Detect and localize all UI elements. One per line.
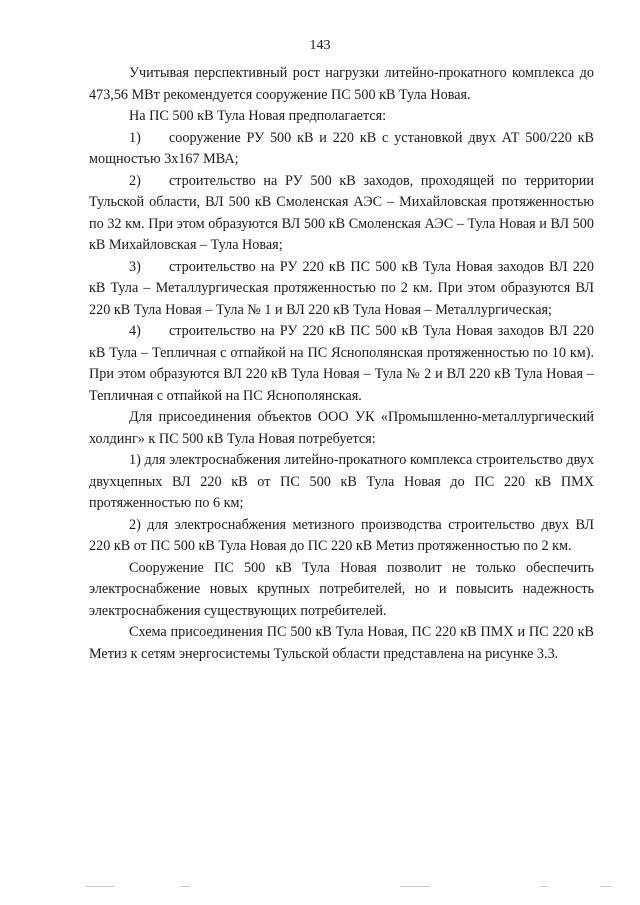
paragraph-conclusion: Сооружение ПС 500 кВ Тула Новая позволит не только обеспечить электроснабжение новых крупных потребителей, но и повысить надежность электроснабжения существующих потребителей.: [89, 559, 594, 619]
paragraph-plan-heading: На ПС 500 кВ Тула Новая предполагается:: [129, 108, 387, 124]
list-item-text: строительство на РУ 220 кВ ПС 500 кВ Тула Новая заходов ВЛ 220 кВ Тула – Тепличная с отпайкой на ПС Яснополянская протяженностью по 10 км). При этом образуются ВЛ 220 кВ Тула Новая – Тула № 2 и ВЛ 220 кВ Тула Новая – Тепличная с отпайкой на ПС Яснополянская.: [89, 323, 594, 404]
page-number: 143: [309, 38, 331, 53]
document-body: [89, 63, 594, 665]
list-item-number: 4): [129, 323, 141, 339]
list-item-number: 3): [129, 258, 141, 275]
list-item-number: 2): [129, 172, 141, 189]
paragraph-figure-reference: Схема присоединения ПС 500 кВ Тула Новая, ПС 220 кВ ПМХ и ПС 220 кВ Метиз к сетям энергосистемы Тульской области представлена на рисунке 3.3.: [89, 624, 594, 662]
list-item: [89, 171, 594, 257]
list-item-text: строительство на РУ 500 кВ заходов, проходящей по территории Тульской области, ВЛ 500 кВ Смоленская АЭС – Михайловская протяженностью по 32 км. При этом образуются ВЛ 500 кВ Смоленская АЭС – Тула Новая и ВЛ 500 кВ Михайловская – Тула Новая;: [89, 172, 594, 253]
list-item-number: 1): [129, 129, 141, 146]
paragraph-connection-item-1: 1) для электроснабжения литейно-прокатного комплекса строительство двух двухцепных ВЛ 220 кВ от ПС 500 кВ Тула Новая до ПС 220 кВ ПМХ протяженностью по 6 км;: [89, 452, 594, 511]
paragraph-intro: Учитывая перспективный рост нагрузки литейно-прокатного комплекса до 473,56 МВт рекомендуется сооружение ПС 500 кВ Тула Новая.: [89, 65, 594, 103]
paragraph-connection-heading: Для присоединения объектов ООО УК «Промышленно-металлургический холдинг» к ПС 500 кВ Тула Новая потребуется:: [89, 409, 594, 447]
list-item-text: сооружение РУ 500 кВ и 220 кВ с установкой двух АТ 500/220 кВ мощностью 3х167 МВА;: [89, 129, 594, 167]
list-item-text: строительство на РУ 220 кВ ПС 500 кВ Тула Новая заходов ВЛ 220 кВ Тула – Металлургическая протяженностью по 2 км. При этом образуются ВЛ 220 кВ Тула Новая – Тула № 1 и ВЛ 220 кВ Тула Новая – Металлургическая;: [89, 258, 594, 318]
scan-artifact-marks: [85, 886, 615, 890]
list-item: [89, 257, 594, 322]
paragraph-connection-item-2: 2) для электроснабжения метизного производства строительство двух ВЛ 220 кВ от ПС 500 кВ Тула Новая до ПС 220 кВ Метиз протяженностью по 2 км.: [89, 516, 594, 554]
list-item: [89, 128, 594, 171]
list-item: [89, 321, 594, 407]
